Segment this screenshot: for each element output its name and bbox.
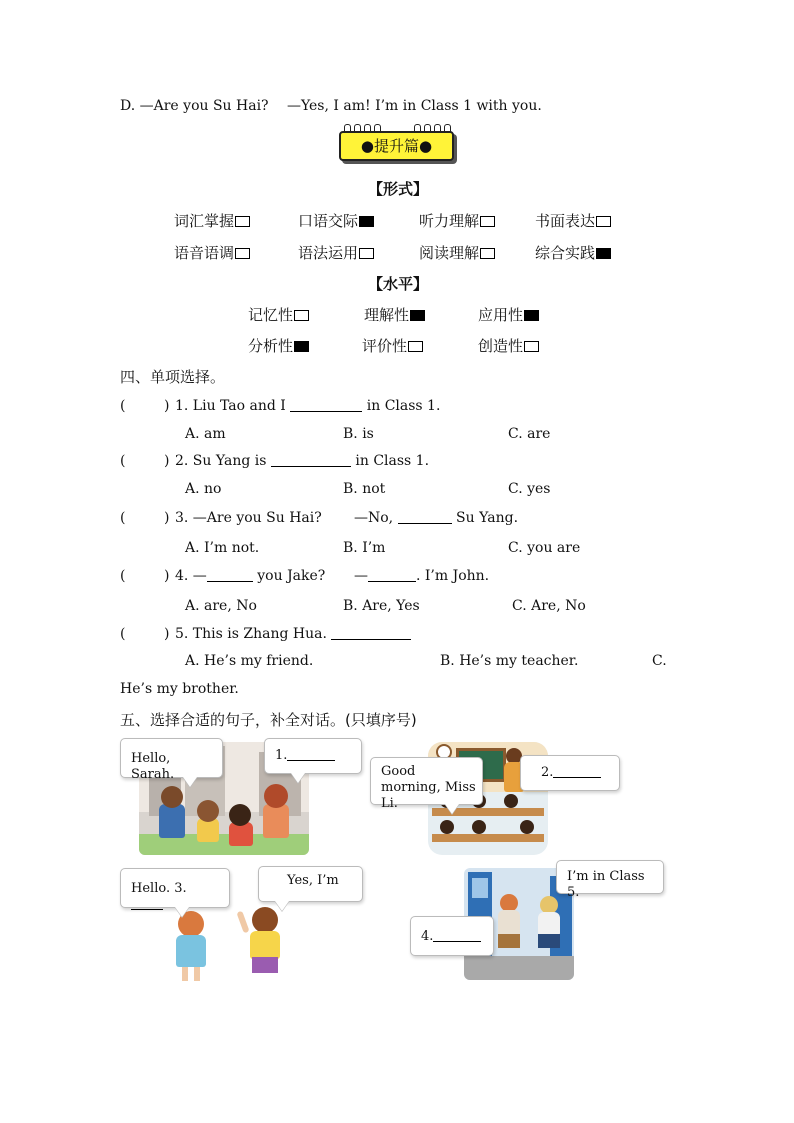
checkbox-empty-icon — [235, 216, 250, 227]
checkbox-filled-icon — [294, 341, 309, 352]
question-4-reply: — . I’m John. — [354, 568, 490, 584]
answer-blank[interactable] — [271, 454, 351, 467]
q5-option-a: A. He’s my friend. — [185, 653, 314, 669]
section4-title: 四、单项选择。 — [120, 368, 226, 386]
question-3-reply: —No, Su Yang. — [354, 510, 519, 526]
q1-option-b: B. is — [343, 426, 374, 442]
answer-blank[interactable] — [131, 899, 163, 910]
form-item: 口语交际 — [298, 210, 374, 231]
q5-option-c-text: He’s my brother. — [120, 681, 239, 697]
answer-paren-open: ( — [120, 510, 126, 526]
option-d-reply: —Yes, I am! I’m in Class 1 with you. — [287, 98, 542, 114]
level-item: 分析性 — [248, 335, 309, 356]
form-item: 语法运用 — [298, 242, 374, 263]
form-item: 词汇掌握 — [174, 210, 250, 231]
q5-option-c: C. — [652, 653, 667, 669]
answer-blank[interactable] — [290, 399, 362, 412]
q4-option-b: B. Are, Yes — [343, 598, 420, 614]
answer-blank[interactable] — [553, 767, 601, 778]
speech-bubble: Good morning, Miss Li. — [370, 757, 483, 805]
level-item: 应用性 — [478, 304, 539, 325]
checkbox-empty-icon — [408, 341, 423, 352]
question-2: 2. Su Yang is in Class 1. — [175, 453, 430, 469]
answer-blank[interactable] — [368, 569, 416, 582]
question-1: 1. Liu Tao and I in Class 1. — [175, 398, 441, 414]
form-item: 阅读理解 — [419, 242, 495, 263]
answer-paren-close: ) — [164, 398, 170, 414]
form-item: 书面表达 — [535, 210, 611, 231]
speech-bubble: I’m in Class 5. — [556, 860, 664, 894]
answer-paren-close: ) — [164, 453, 170, 469]
question-5: 5. This is Zhang Hua. — [175, 626, 411, 642]
checkbox-filled-icon — [359, 216, 374, 227]
q3-option-c: C. you are — [508, 540, 581, 556]
form-item: 听力理解 — [419, 210, 495, 231]
answer-blank[interactable] — [287, 750, 335, 761]
answer-blank[interactable] — [207, 569, 253, 582]
speech-bubble: 4. — [410, 916, 494, 956]
checkbox-empty-icon — [235, 248, 250, 259]
q2-option-b: B. not — [343, 481, 386, 497]
answer-blank[interactable] — [398, 511, 452, 524]
checkbox-filled-icon — [596, 248, 611, 259]
form-item: 综合实践 — [535, 242, 611, 263]
answer-blank[interactable] — [433, 931, 481, 942]
q3-option-a: A. I’m not. — [185, 540, 260, 556]
checkbox-empty-icon — [294, 310, 309, 321]
answer-blank[interactable] — [331, 627, 411, 640]
section5-title: 五、选择合适的句子，补全对话。(只填序号) — [120, 711, 417, 729]
level-banner: ●提升篇● — [339, 131, 454, 161]
q2-option-a: A. no — [185, 481, 222, 497]
question-3: 3. —Are you Su Hai? — [175, 510, 322, 526]
checkbox-empty-icon — [480, 248, 495, 259]
q5-option-b: B. He’s my teacher. — [440, 653, 579, 669]
checkbox-empty-icon — [596, 216, 611, 227]
answer-paren-close: ) — [164, 510, 170, 526]
speech-bubble: 1. — [264, 738, 362, 774]
answer-paren-close: ) — [164, 626, 170, 642]
level-item: 记忆性 — [248, 304, 309, 325]
level-heading: 【水平】 — [368, 275, 429, 293]
checkbox-empty-icon — [480, 216, 495, 227]
q1-option-c: C. are — [508, 426, 551, 442]
form-heading: 【形式】 — [368, 180, 429, 198]
checkbox-empty-icon — [524, 341, 539, 352]
q1-option-a: A. am — [185, 426, 226, 442]
answer-paren-close: ) — [164, 568, 170, 584]
answer-paren-open: ( — [120, 398, 126, 414]
speech-bubble: Yes, I’m — [258, 866, 363, 902]
speech-bubble: Hello. 3. — [120, 868, 230, 908]
checkbox-empty-icon — [359, 248, 374, 259]
answer-paren-open: ( — [120, 568, 126, 584]
speech-bubble: Hello, Sarah. — [120, 738, 223, 778]
answer-paren-open: ( — [120, 626, 126, 642]
level-item: 创造性 — [478, 335, 539, 356]
q4-option-c: C. Are, No — [512, 598, 586, 614]
q4-option-a: A. are, No — [185, 598, 257, 614]
speech-bubble: 2. — [520, 755, 620, 791]
option-d-question: D. —Are you Su Hai? — [120, 98, 269, 114]
answer-paren-open: ( — [120, 453, 126, 469]
form-item: 语音语调 — [174, 242, 250, 263]
q2-option-c: C. yes — [508, 481, 551, 497]
level-item: 评价性 — [362, 335, 423, 356]
level-item: 理解性 — [364, 304, 425, 325]
question-4: 4. — you Jake? — [175, 568, 326, 584]
q3-option-b: B. I’m — [343, 540, 386, 556]
checkbox-filled-icon — [524, 310, 539, 321]
checkbox-filled-icon — [410, 310, 425, 321]
